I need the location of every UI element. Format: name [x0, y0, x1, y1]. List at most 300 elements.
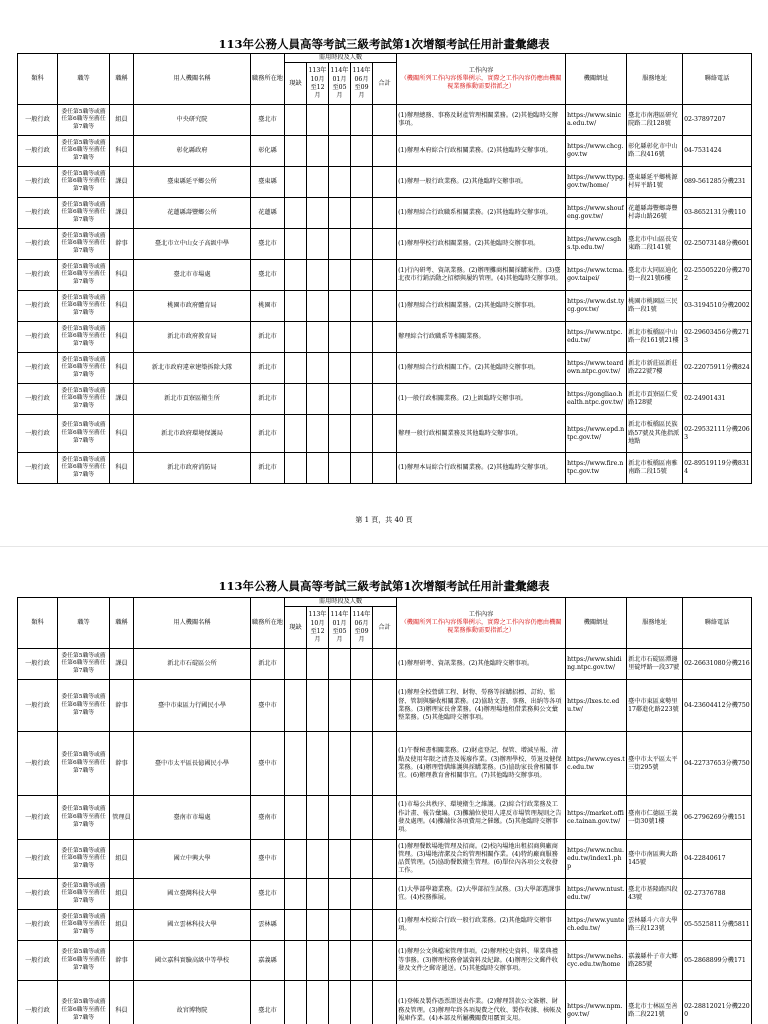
cell-address: 新北市石碇區潭邊里碇坪路一段37號: [627, 649, 683, 680]
cell-period-3: [351, 167, 373, 198]
cell-work: 辦理綜合行政職系等相關業務。: [397, 322, 566, 353]
cell-work: (1)辦理本府綜合行政相關業務。(2)其他臨時交辦事項。: [397, 136, 566, 167]
cell-grade: 委任第5職等或薦任第6職等至薦任第7職等: [58, 649, 110, 680]
cell-total: [373, 981, 397, 1024]
table-row: [18, 910, 752, 941]
cell-total: [373, 322, 397, 353]
cell-work: (1)辦理綜合行政相關工作。(2)其他臨時交辦事項。: [397, 353, 566, 384]
cell-phone: 02-28812021分機2200: [683, 981, 752, 1024]
cell-phone: 02-25505220分機2702: [683, 260, 752, 291]
cell-now: [285, 198, 307, 229]
cell-agency: 臺北市立中山女子高級中學: [134, 229, 251, 260]
header-grade: 職等: [58, 54, 110, 105]
cell-location: 臺北市: [251, 981, 285, 1024]
cell-phone: 03-8652131分機110: [683, 198, 752, 229]
cell-address: 新北市貢寮區仁愛路128號: [627, 384, 683, 415]
cell-location: 臺中市: [251, 840, 285, 879]
cell-total: [373, 198, 397, 229]
cell-phone: 02-27376788: [683, 879, 752, 910]
cell-category: 一般行政: [18, 941, 58, 981]
header-address: 服務地址: [627, 598, 683, 649]
cell-phone: 04-23604412分機750: [683, 680, 752, 732]
cell-category: 一般行政: [18, 649, 58, 680]
cell-work: (1)辦理全校營繕工程、財物、勞務等採購招標、訂約、監督、管制與驗收相關業務。(2)協助文書、事務、出納等各項業務。(3)辦理家長會業務。(4)辦理場地租借業務與公文彙整業務。(5)其他臨時交辦事項。: [397, 680, 566, 732]
cell-period-2: [329, 167, 351, 198]
header-period-3: 114年06月至09月: [351, 63, 373, 105]
cell-address: 新北市板橋區民族路57號及其他指派地點: [627, 415, 683, 453]
table-row: [18, 879, 752, 910]
cell-now: [285, 981, 307, 1024]
cell-work: (1)辦理綜合行政職系相關業務。(2)其他臨時交辦事項。: [397, 198, 566, 229]
cell-period-3: [351, 136, 373, 167]
cell-total: [373, 105, 397, 136]
cell-agency: 新北市石碇區公所: [134, 649, 251, 680]
page-title: 113年公務人員高等考試三級考試第1次增額考試任用計畫彙總表: [218, 37, 550, 51]
cell-period-1: [307, 415, 329, 453]
cell-address: 雲林縣斗六市大學路三段123號: [627, 910, 683, 941]
cell-url[interactable]: https://www.shoufeng.gov.tw/: [566, 198, 627, 229]
cell-phone: 02-89519119分機8314: [683, 453, 752, 484]
cell-grade: 委任第5職等或薦任第6職等至薦任第7職等: [58, 198, 110, 229]
cell-address: 臺北市士林區至善路二段221號: [627, 981, 683, 1024]
page-separator: [0, 546, 768, 547]
cell-location: 臺北市: [251, 105, 285, 136]
cell-agency: 臺中市太平區長億國民小學: [134, 732, 251, 796]
cell-period-1: [307, 941, 329, 981]
header-now: 現缺: [285, 607, 307, 649]
cell-period-2: [329, 910, 351, 941]
cell-now: [285, 840, 307, 879]
cell-period-3: [351, 879, 373, 910]
cell-address: 臺北市基隆路四段43號: [627, 879, 683, 910]
cell-address: 臺北市大同區迪化街一段21號6樓: [627, 260, 683, 291]
table-row: [18, 384, 752, 415]
cell-period-2: [329, 384, 351, 415]
table-body: [18, 649, 752, 1024]
cell-work: (1)辦理公文與檔案管理事項。(2)辦理校史資料、畢業典禮等事務。(3)辦理校務會議資料及紀錄。(4)辦理公文郵件收發及文件之郵寄遞送。(5)其他臨時交辦事項。: [397, 941, 566, 981]
cell-url[interactable]: https://www.sinica.edu.tw/: [566, 105, 627, 136]
cell-now: [285, 941, 307, 981]
cell-period-2: [329, 415, 351, 453]
cell-position: 幹事: [110, 229, 134, 260]
cell-grade: 委任第5職等或薦任第6職等至薦任第7職等: [58, 941, 110, 981]
cell-agency: 臺南市市場處: [134, 796, 251, 840]
header-location: 職務所在地: [251, 54, 285, 105]
cell-url[interactable]: https://www.teardown.ntpc.gov.tw/: [566, 353, 627, 384]
cell-total: [373, 941, 397, 981]
cell-url[interactable]: https://www.ntpc.edu.tw/: [566, 322, 627, 353]
cell-url[interactable]: https://market.office.tainan.gov.tw/: [566, 796, 627, 840]
cell-location: 新北市: [251, 384, 285, 415]
cell-position: 課員: [110, 384, 134, 415]
cell-position: 課員: [110, 167, 134, 198]
cell-period-1: [307, 680, 329, 732]
table-row: [18, 796, 752, 840]
cell-now: [285, 353, 307, 384]
cell-grade: 委任第5職等或薦任第6職等至薦任第7職等: [58, 680, 110, 732]
cell-period-2: [329, 680, 351, 732]
cell-period-1: [307, 136, 329, 167]
header-category: 類科: [18, 54, 58, 105]
cell-location: 花蓮縣: [251, 198, 285, 229]
cell-grade: 委任第5職等或薦任第6職等至薦任第7職等: [58, 879, 110, 910]
cell-period-3: [351, 796, 373, 840]
cell-location: 新北市: [251, 322, 285, 353]
cell-url[interactable]: https://www.ttypg.gov.tw/home/: [566, 167, 627, 198]
table-row: [18, 198, 752, 229]
cell-url[interactable]: https://www.chcg.gov.tw: [566, 136, 627, 167]
cell-total: [373, 353, 397, 384]
cell-period-3: [351, 941, 373, 981]
cell-agency: 新北市貢寮區衛生所: [134, 384, 251, 415]
cell-category: 一般行政: [18, 796, 58, 840]
cell-now: [285, 136, 307, 167]
cell-location: 臺中市: [251, 680, 285, 732]
cell-period-1: [307, 229, 329, 260]
cell-total: [373, 840, 397, 879]
cell-total: [373, 229, 397, 260]
table-row: [18, 840, 752, 879]
cell-category: 一般行政: [18, 981, 58, 1024]
table-row: [18, 260, 752, 291]
cell-phone: 05-2868899分機171: [683, 941, 752, 981]
cell-address: 新北市板橋區南雅南路二段15號: [627, 453, 683, 484]
page-title: 113年公務人員高等考試三級考試第1次增額考試任用計畫彙總表: [218, 579, 550, 593]
cell-agency: 桃園市政府體育局: [134, 291, 251, 322]
cell-period-3: [351, 260, 373, 291]
cell-category: 一般行政: [18, 167, 58, 198]
cell-url[interactable]: https://www.nehs.cyc.edu.tw/home: [566, 941, 627, 981]
cell-category: 一般行政: [18, 260, 58, 291]
cell-address: 臺中市南區興大路145號: [627, 840, 683, 879]
cell-url[interactable]: https://www.ntust.edu.tw/: [566, 879, 627, 910]
cell-category: 一般行政: [18, 136, 58, 167]
cell-total: [373, 453, 397, 484]
cell-work: 辦理一般行政相關業務及其他臨時交辦事項。: [397, 415, 566, 453]
cell-period-3: [351, 229, 373, 260]
cell-category: 一般行政: [18, 384, 58, 415]
cell-total: [373, 879, 397, 910]
header-url: 機關網址: [566, 598, 627, 649]
cell-now: [285, 879, 307, 910]
cell-period-1: [307, 322, 329, 353]
cell-period-3: [351, 291, 373, 322]
cell-total: [373, 796, 397, 840]
cell-url[interactable]: https://www.npm.gov.tw/: [566, 981, 627, 1024]
cell-period-1: [307, 260, 329, 291]
cell-url[interactable]: https://www.nchu.edu.tw/index1.php: [566, 840, 627, 879]
header-period-2: 114年01月至05月: [329, 607, 351, 649]
cell-period-3: [351, 198, 373, 229]
cell-category: 一般行政: [18, 879, 58, 910]
cell-agency: 國立中興大學: [134, 840, 251, 879]
cell-grade: 委任第5職等或薦任第6職等至薦任第7職等: [58, 415, 110, 453]
cell-work: (1)辦理學校行政相關業務。(2)其他臨時交辦事項。: [397, 229, 566, 260]
table-row: [18, 415, 752, 453]
cell-phone: 02-29532111分機2063: [683, 415, 752, 453]
cell-address: 花蓮縣壽豐鄉壽豐村壽山路26號: [627, 198, 683, 229]
header-category: 類科: [18, 598, 58, 649]
page-footer: 第 1 頁，共 40 頁: [355, 516, 413, 524]
table-body: [18, 105, 752, 484]
cell-period-2: [329, 322, 351, 353]
cell-period-3: [351, 680, 373, 732]
cell-period-2: [329, 105, 351, 136]
cell-category: 一般行政: [18, 105, 58, 136]
cell-location: 新北市: [251, 353, 285, 384]
cell-total: [373, 384, 397, 415]
cell-location: 桃園市: [251, 291, 285, 322]
cell-address: 嘉義縣朴子市大鄉路285號: [627, 941, 683, 981]
cell-period-3: [351, 384, 373, 415]
cell-total: [373, 910, 397, 941]
cell-address: 臺南市仁德區王義一街30號1樓: [627, 796, 683, 840]
cell-now: [285, 105, 307, 136]
plan-table: [17, 597, 752, 1024]
cell-period-2: [329, 732, 351, 796]
cell-location: 臺北市: [251, 229, 285, 260]
cell-phone: 05-5525811分機5811: [683, 910, 752, 941]
cell-position: 組員: [110, 910, 134, 941]
cell-period-3: [351, 353, 373, 384]
cell-grade: 委任第5職等或薦任第6職等至薦任第7職等: [58, 732, 110, 796]
table-row: [18, 680, 752, 732]
cell-period-2: [329, 291, 351, 322]
cell-work: (1)辦理研考、資訊業務。(2)其他臨時交辦事項。: [397, 649, 566, 680]
cell-url[interactable]: https://www.dst.tycg.gov.tw/: [566, 291, 627, 322]
cell-agency: 臺北市市場處: [134, 260, 251, 291]
cell-total: [373, 260, 397, 291]
header-agency: 用人機關名稱: [134, 54, 251, 105]
cell-url[interactable]: https://www.cyes.tc.edu.tw: [566, 732, 627, 796]
plan-table: [17, 53, 752, 484]
cell-position: 課員: [110, 198, 134, 229]
cell-location: 彰化縣: [251, 136, 285, 167]
cell-now: [285, 680, 307, 732]
cell-period-1: [307, 384, 329, 415]
cell-position: 課員: [110, 649, 134, 680]
cell-agency: 新北市政府消防局: [134, 453, 251, 484]
cell-agency: 新北市政府違章建築拆除大隊: [134, 353, 251, 384]
cell-agency: 臺東縣延平鄉公所: [134, 167, 251, 198]
cell-period-1: [307, 198, 329, 229]
header-period-1: 113年10月至12月: [307, 607, 329, 649]
cell-total: [373, 291, 397, 322]
cell-position: 科員: [110, 322, 134, 353]
table-row: [18, 649, 752, 680]
cell-category: 一般行政: [18, 291, 58, 322]
cell-work: (1)辦理綜合行政相關業務。(2)其他臨時交辦事項。: [397, 291, 566, 322]
cell-agency: 新北市政府教育局: [134, 322, 251, 353]
cell-category: 一般行政: [18, 840, 58, 879]
cell-grade: 委任第5職等或薦任第6職等至薦任第7職等: [58, 229, 110, 260]
cell-now: [285, 732, 307, 796]
cell-period-1: [307, 910, 329, 941]
cell-period-1: [307, 167, 329, 198]
cell-phone: 06-2796269分機151: [683, 796, 752, 840]
cell-category: 一般行政: [18, 680, 58, 732]
cell-location: 臺南市: [251, 796, 285, 840]
cell-position: 組員: [110, 105, 134, 136]
cell-grade: 委任第5職等或薦任第6職等至薦任第7職等: [58, 981, 110, 1024]
cell-agency: 國立雲林科技大學: [134, 910, 251, 941]
cell-url[interactable]: https://lxes.tc.edu.tw/: [566, 680, 627, 732]
cell-category: 一般行政: [18, 198, 58, 229]
cell-category: 一般行政: [18, 322, 58, 353]
header-phone: 聯絡電話: [683, 598, 752, 649]
cell-position: 科員: [110, 260, 134, 291]
table-row: [18, 291, 752, 322]
table-row: [18, 453, 752, 484]
cell-total: [373, 415, 397, 453]
cell-total: [373, 136, 397, 167]
cell-period-3: [351, 322, 373, 353]
header-phone: 聯絡電話: [683, 54, 752, 105]
cell-now: [285, 453, 307, 484]
header-work-title: 工作內容: [468, 66, 494, 74]
header-agency: 用人機關名稱: [134, 598, 251, 649]
table-row: [18, 981, 752, 1024]
cell-category: 一般行政: [18, 353, 58, 384]
header-period-1: 113年10月至12月: [307, 63, 329, 105]
cell-address: 臺中市太平區太平三街295號: [627, 732, 683, 796]
cell-grade: 委任第5職等或薦任第6職等至薦任第7職等: [58, 260, 110, 291]
header-period-2: 114年01月至05月: [329, 63, 351, 105]
cell-work: (1)午餐秘書相關業務。(2)財產登記、保管、增減呈報、清點及使用年限之清查及報廢作業。(3)辦理學校、勞退及健保業務。(4)辦理營繕維護與採購業務。(5)協助家長會相關事宜。(6)辦理教育會相關事宜。(7)其他臨時交辦事項。: [397, 732, 566, 796]
table-row: [18, 136, 752, 167]
cell-location: 新北市: [251, 453, 285, 484]
cell-agency: 國立嘉科實驗高級中等學校: [134, 941, 251, 981]
cell-url[interactable]: https://gongliao.health.ntpc.gov.tw/: [566, 384, 627, 415]
cell-agency: 國立臺灣科技大學: [134, 879, 251, 910]
cell-url[interactable]: https://www.fire.ntpc.gov.tw: [566, 453, 627, 484]
cell-grade: 委任第5職等或薦任第6職等至薦任第7職等: [58, 453, 110, 484]
cell-period-1: [307, 796, 329, 840]
cell-phone: 04-22737653分機750: [683, 732, 752, 796]
cell-period-1: [307, 732, 329, 796]
cell-now: [285, 384, 307, 415]
header-work-note: （機關所列工作內容係舉例示，實際之工作內容仍應由機關視業務推動需要指派之）: [400, 75, 562, 91]
cell-position: 科員: [110, 415, 134, 453]
cell-url[interactable]: https://www.epd.ntpc.gov.tw/: [566, 415, 627, 453]
cell-period-2: [329, 229, 351, 260]
header-period-3: 114年06月至09月: [351, 607, 373, 649]
cell-now: [285, 167, 307, 198]
document-page-2: [0, 560, 768, 1024]
cell-position: 幹事: [110, 680, 134, 732]
cell-position: 管理員: [110, 796, 134, 840]
cell-category: 一般行政: [18, 732, 58, 796]
table-row: [18, 322, 752, 353]
cell-address: 彰化縣彰化市中山路二段416號: [627, 136, 683, 167]
cell-grade: 委任第5職等或薦任第6職等至薦任第7職等: [58, 353, 110, 384]
cell-url[interactable]: https://www.tcma.gov.taipei/: [566, 260, 627, 291]
header-position: 職稱: [110, 598, 134, 649]
cell-location: 臺北市: [251, 879, 285, 910]
cell-period-1: [307, 840, 329, 879]
cell-period-3: [351, 732, 373, 796]
cell-period-2: [329, 941, 351, 981]
cell-period-2: [329, 198, 351, 229]
cell-location: 臺中市: [251, 732, 285, 796]
header-work-title: 工作內容: [468, 610, 494, 618]
cell-agency: 故宮博物院: [134, 981, 251, 1024]
header-now: 現缺: [285, 63, 307, 105]
cell-agency: 中央研究院: [134, 105, 251, 136]
cell-position: 科員: [110, 291, 134, 322]
cell-now: [285, 291, 307, 322]
cell-grade: 委任第5職等或薦任第6職等至薦任第7職等: [58, 322, 110, 353]
header-work: [397, 598, 566, 649]
cell-url[interactable]: https://www.csghs.tp.edu.tw/: [566, 229, 627, 260]
cell-grade: 委任第5職等或薦任第6職等至薦任第7職等: [58, 167, 110, 198]
cell-work: (1)市場公共秩序、環境衛生之維護。(2)綜合行政業務及工作計畫、報告彙編。(3)攤舖位使用人違反市場管理規則之告發及處理。(4)攤舖位各項費用之催繳。(5)其他臨時交辦事項。: [397, 796, 566, 840]
cell-category: 一般行政: [18, 229, 58, 260]
cell-period-2: [329, 840, 351, 879]
header-demand-group: 需用時段及人數: [285, 54, 397, 63]
cell-period-3: [351, 840, 373, 879]
cell-total: [373, 680, 397, 732]
cell-grade: 委任第5職等或薦任第6職等至薦任第7職等: [58, 796, 110, 840]
cell-address: 臺北市中山區長安東路二段141號: [627, 229, 683, 260]
cell-category: 一般行政: [18, 453, 58, 484]
cell-location: 臺東縣: [251, 167, 285, 198]
cell-phone: 03-3194510分機2002: [683, 291, 752, 322]
cell-grade: 委任第5職等或薦任第6職等至薦任第7職等: [58, 910, 110, 941]
cell-position: 科員: [110, 136, 134, 167]
cell-period-3: [351, 981, 373, 1024]
cell-period-3: [351, 910, 373, 941]
cell-address: 臺東縣延平鄉桃源村昇平路1號: [627, 167, 683, 198]
cell-location: 新北市: [251, 415, 285, 453]
table-row: [18, 732, 752, 796]
table-row: [18, 941, 752, 981]
cell-now: [285, 229, 307, 260]
cell-url[interactable]: https://www.shiding.ntpc.gov.tw/: [566, 649, 627, 680]
cell-grade: 委任第5職等或薦任第6職等至薦任第7職等: [58, 291, 110, 322]
cell-work: (1)辦理一般行政業務。(2)其他臨時交辦事項。: [397, 167, 566, 198]
cell-period-2: [329, 981, 351, 1024]
cell-url[interactable]: https://www.yuntech.edu.tw/: [566, 910, 627, 941]
cell-now: [285, 415, 307, 453]
cell-location: 雲林縣: [251, 910, 285, 941]
cell-period-2: [329, 353, 351, 384]
cell-period-3: [351, 105, 373, 136]
header-url: 機關網址: [566, 54, 627, 105]
header-work: [397, 54, 566, 105]
cell-position: 科員: [110, 981, 134, 1024]
header-location: 職務所在地: [251, 598, 285, 649]
header-grade: 職等: [58, 598, 110, 649]
cell-address: 桃園市桃園區三民路一段1號: [627, 291, 683, 322]
cell-work: (1)登帳及製作憑票證送表作業。(2)辦理罰款公文簽辦、財務及管理。(3)辦理年終各項規費之代收、製作收據、核帳及報庫作業。(4)本部及所屬機關費用覈實支用。: [397, 981, 566, 1024]
cell-work: (1)大學部學籍業務。(2)大學部招生試務。(3)大學部選課事宜。(4)校務推展。: [397, 879, 566, 910]
cell-phone: 02-25073148分機601: [683, 229, 752, 260]
cell-position: 幹事: [110, 732, 134, 796]
cell-work: (1)辦理餐飲場地管理及招商。(2)校內場地出租招商與廠商管理。(3)場地清潔及合約管理相關作業。(4)特約廠商服務品質管理。(5)協助餐飲衛生管理。(6)單位內各項公文收發工作。: [397, 840, 566, 879]
header-demand-group: 需用時段及人數: [285, 598, 397, 607]
cell-address: 臺北市南港區研究院路二段128號: [627, 105, 683, 136]
cell-agency: 彰化縣政府: [134, 136, 251, 167]
cell-work: (1)辦理本局綜合行政相關業務。(2)其他臨時交辦事項。: [397, 453, 566, 484]
cell-phone: 04-7531424: [683, 136, 752, 167]
cell-work: (1)行內研考、資訊業務。(2)辦理攤商相關採購案件。(3)臺北夜市行銷活動之招標與履約管理。(4)其他臨時交辦事項。: [397, 260, 566, 291]
cell-phone: 02-37897207: [683, 105, 752, 136]
cell-period-3: [351, 649, 373, 680]
cell-agency: 新北市政府環境保護局: [134, 415, 251, 453]
cell-period-3: [351, 453, 373, 484]
cell-address: 臺中市東區東勢里17鄰進化路223號: [627, 680, 683, 732]
